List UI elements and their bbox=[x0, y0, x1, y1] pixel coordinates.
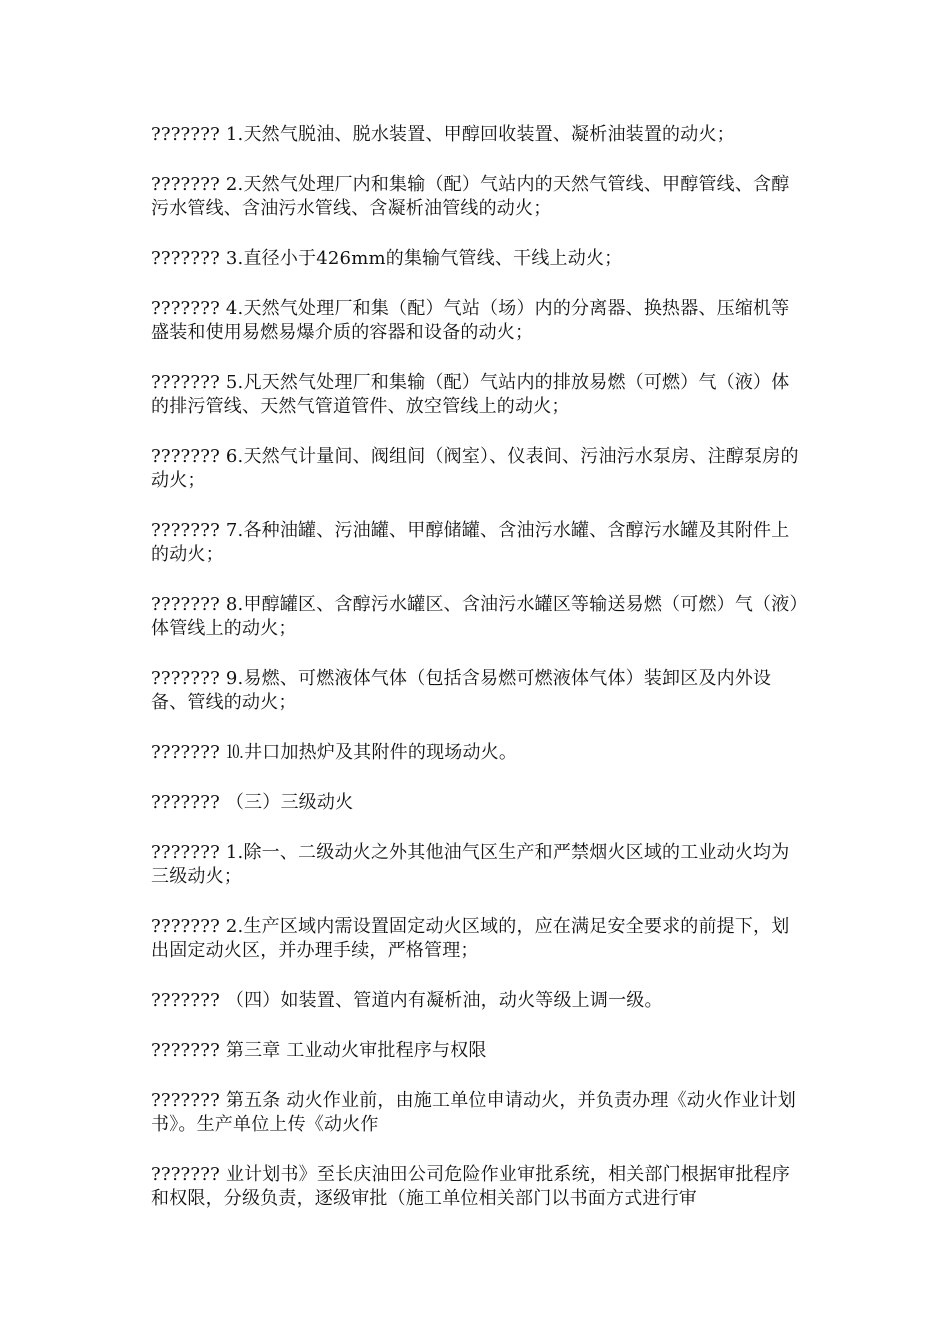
paragraph-section-four: ??????? （四）如装置、管道内有凝析油，动火等级上调一级。 bbox=[151, 990, 663, 1011]
article-five-part-2: ??????? 业计划书》至长庆油田公司危险作业审批系统，相关部门根据审批程序和权限，分级负责，逐级审批（施工单位相关部门以书面方式进行审 bbox=[151, 1164, 791, 1209]
section-heading-third-level: ??????? （三）三级动火 bbox=[151, 792, 354, 813]
chapter-heading-three: ??????? 第三章 工业动火审批程序与权限 bbox=[151, 1040, 487, 1061]
paragraph-item-1-3: ??????? 3.直径小于426mm的集输气管线、干线上动火； bbox=[151, 248, 623, 269]
document-body bbox=[151, 123, 799, 1211]
paragraph-item-1-10: ??????? ⒑井口加热炉及其附件的现场动火。 bbox=[151, 742, 518, 763]
paragraph-item-1-5: ??????? 5.凡天然气处理厂和集输（配）气站内的排放易燃（可燃）气（液）体的排污管线、天然气管道管件、放空管线上的动火； bbox=[151, 372, 790, 417]
paragraph-item-1-2: ??????? 2.天然气处理厂内和集输（配）气站内的天然气管线、甲醇管线、含醇污水管线、含油污水管线、含凝析油管线的动火； bbox=[151, 174, 790, 219]
paragraph-item-1-1: ??????? 1.天然气脱油、脱水装置、甲醇回收装置、凝析油装置的动火； bbox=[151, 124, 735, 145]
article-five-part-1: ??????? 第五条 动火作业前，由施工单位申请动火，并负责办理《动火作业计划书》。生产单位上传《动火作 bbox=[151, 1090, 796, 1135]
paragraph-item-1-4: ??????? 4.天然气处理厂和集（配）气站（场）内的分离器、换热器、压缩机等盛装和使用易燃易爆介质的容器和设备的动火； bbox=[151, 298, 790, 343]
paragraph-item-1-9: ??????? 9.易燃、可燃液体气体（包括含易燃可燃液体气体）装卸区及内外设备、管线的动火； bbox=[151, 668, 772, 713]
paragraph-item-3-2: ??????? 2.生产区域内需设置固定动火区域的，应在满足安全要求的前提下，划出固定动火区，并办理手续，严格管理； bbox=[151, 916, 790, 961]
paragraph-item-1-8: ??????? 8.甲醇罐区、含醇污水罐区、含油污水罐区等输送易燃（可燃）气（液）体管线上的动火； bbox=[151, 594, 799, 639]
paragraph-item-1-7: ??????? 7.各种油罐、污油罐、甲醇储罐、含油污水罐、含醇污水罐及其附件上的动火； bbox=[151, 520, 790, 565]
paragraph-item-1-6: ??????? 6.天然气计量间、阀组间（阀室）、仪表间、污油污水泵房、注醇泵房的动火； bbox=[151, 446, 799, 491]
paragraph-item-3-1: ??????? 1.除一、二级动火之外其他油气区生产和严禁烟火区域的工业动火均为三级动火； bbox=[151, 842, 790, 887]
